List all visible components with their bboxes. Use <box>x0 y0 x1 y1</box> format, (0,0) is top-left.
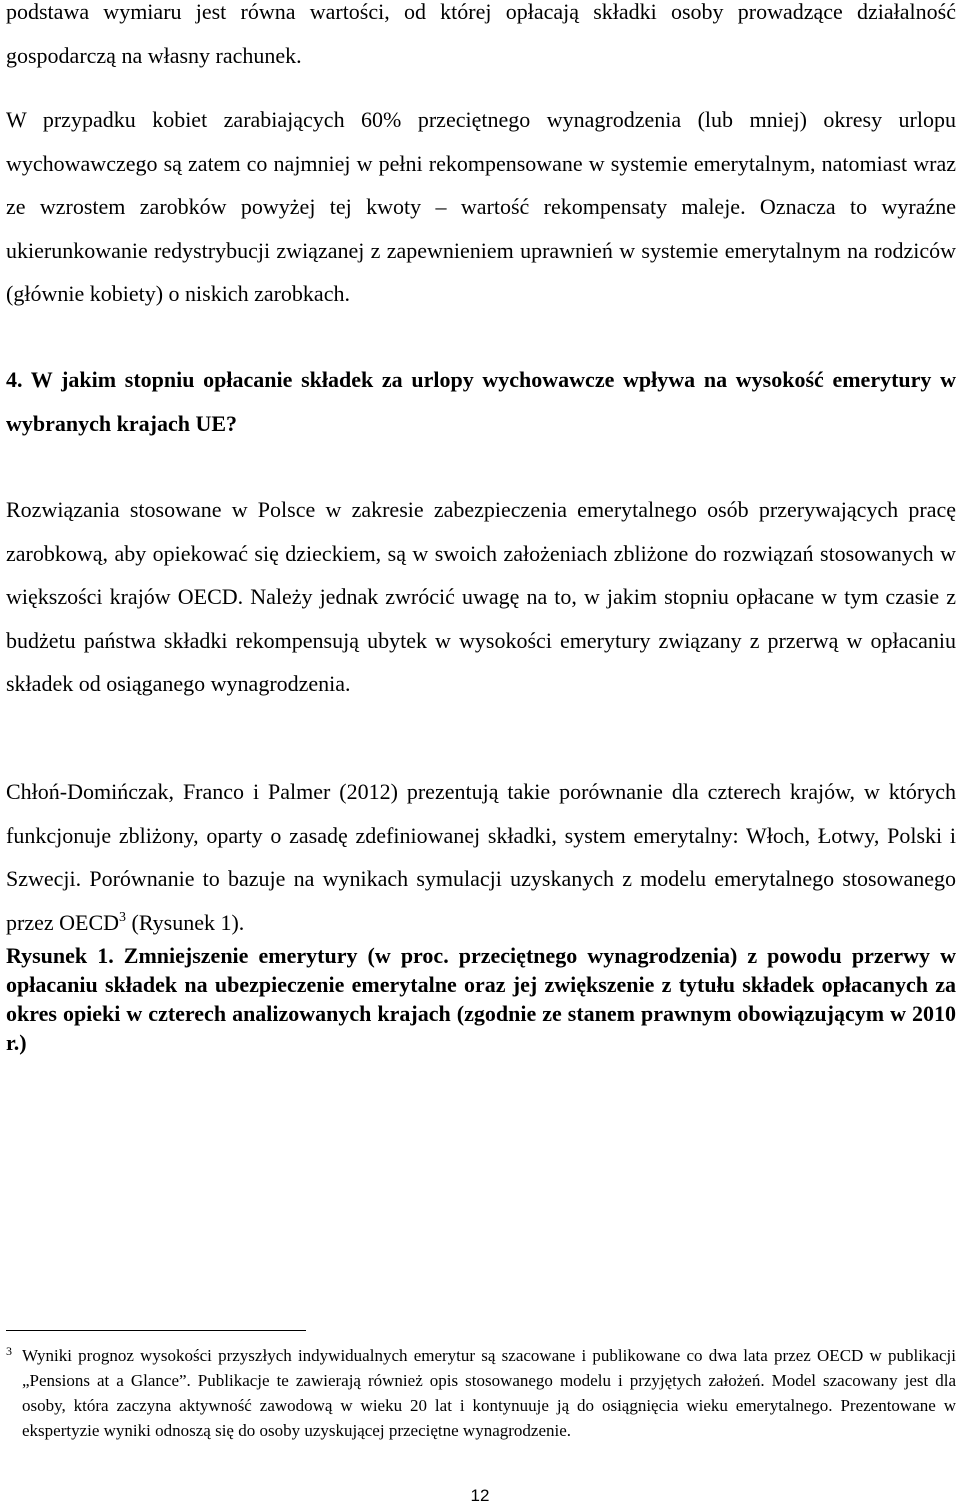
paragraph-comparison-text: Chłoń-Domińczak, Franco i Palmer (2012) prezentują takie porównanie dla czterech krajów, w których funkcjonuje zbliżony, oparty o zasadę zdefiniowanej składki, system emerytalny: Włoch, Łotwy, Polski i Szwecji. Porównanie to bazuje na wynikach symulacji uzyskanych z modelu emerytalnego stosowanego przez OECD <box>6 779 956 935</box>
footnote-text: Wyniki prognoz wysokości przyszłych indywidualnych emerytur są szacowane i publikowane co dwa lata przez OECD w publikacji „Pensions at a Glance”. Publikacje te zawierają również opis stosowanego modelu i przyjętych założeń. Model szacowany jest dla osoby, która zaczyna aktywność zawodową w wieku 20 lat i kontynuuje ją do osiągnięcia wieku emerytalnego. Prezentowane w ekspertyzie wyniki odnoszą się do osoby uzyskującej przeciętne wynagrodzenie. <box>22 1346 956 1440</box>
paragraph-comparison-tail: (Rysunek 1). <box>126 909 245 935</box>
footnote <box>6 1343 956 1443</box>
section-heading: 4. W jakim stopniu opłacanie składek za urlopy wychowawcze wpływa na wysokość emerytury w wybranych krajach UE? <box>6 367 956 436</box>
figure-caption: Rysunek 1. Zmniejszenie emerytury (w proc. przeciętnego wynagrodzenia) z powodu przerwy w opłacaniu składek na ubezpieczenie emerytalne oraz jej zwiększenie z tytułu składek opłacanych za okres opieki w czterech analizowanych krajach (zgodnie ze stanem prawnym obowiązującym w 2010 r.) <box>6 943 956 1055</box>
paragraph-continuation: podstawa wymiaru jest równa wartości, od której opłacają składki osoby prowadzące działalność gospodarczą na własny rachunek. <box>6 0 956 68</box>
footnote-reference[interactable]: 3 <box>119 909 127 925</box>
paragraph-polish-solutions: Rozwiązania stosowane w Polsce w zakresie zabezpieczenia emerytalnego osób przerywających pracę zarobkową, aby opiekować się dzieckiem, są w swoich założeniach zbliżone do rozwiązań stosowanych w większości krajów OECD. Należy jednak zwrócić uwagę na to, w jakim stopniu opłacane w tym czasie z budżetu państwa składki rekompensują ubytek w wysokości emerytury związany z przerwą w opłacaniu składek od osiąganego wynagrodzenia. <box>6 497 956 696</box>
paragraph-comparison <box>6 770 956 944</box>
footnote-marker: 3 <box>6 1344 12 1358</box>
footnote-divider <box>6 1330 306 1331</box>
paragraph-redistribution: W przypadku kobiet zarabiających 60% przeciętnego wynagrodzenia (lub mniej) okresy urlopu wychowawczego są zatem co najmniej w pełni rekompensowane w systemie emerytalnym, natomiast wraz ze wzrostem zarobków powyżej tej kwoty – wartość rekompensaty maleje. Oznacza to wyraźne ukierunkowanie redystrybucji związanej z zapewnieniem uprawnień w systemie emerytalnym na rodziców (głównie kobiety) o niskich zarobkach. <box>6 107 956 306</box>
page-number: 12 <box>470 1486 490 1505</box>
